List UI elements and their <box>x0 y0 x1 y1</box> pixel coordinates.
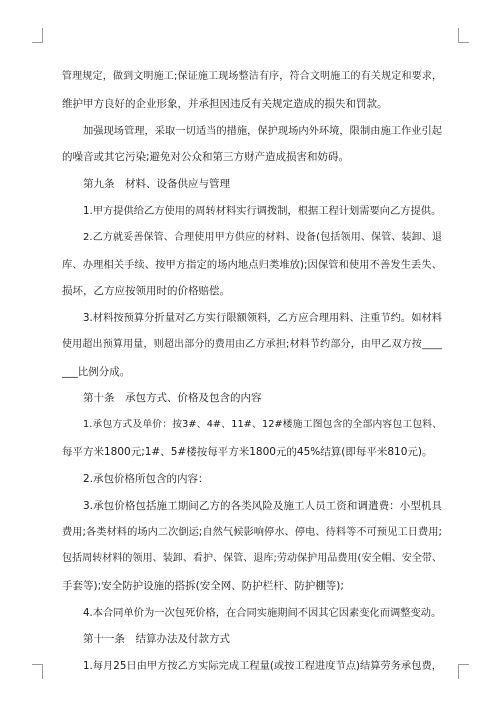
paragraph-line: 损坏，乙方应按领用时的价格赔偿。 <box>62 285 230 297</box>
section-heading: 第十条 承包方式、价格及包含的内容 <box>83 392 262 404</box>
paragraph-line: 包括周转材料的领用、装卸、看护、保管、退库;劳动保护用品费用(安全帽、安全带、 <box>62 553 442 564</box>
crop-mark-bottom-right <box>458 664 469 679</box>
crop-mark-bottom-left <box>32 664 43 679</box>
paragraph-line: 使用超出预算用量，则超出部分的费用由乙方承担;材料节约部分，由甲乙双方按____ <box>62 339 442 350</box>
paragraph-line: 3.材料按预算分折量对乙方实行限额领料，乙方应合理用料、注重节约。如材料 <box>83 312 442 324</box>
paragraph-line: 的噪音或其它污染;避免对公众和第三方财产造成损害和妨碍。 <box>62 151 350 163</box>
section-heading: 第十一条 结算办法及付款方式 <box>83 633 230 645</box>
paragraph-line: ___比例分成。 <box>62 366 131 378</box>
paragraph-line: 2.承包价格所包含的内容： <box>83 473 209 485</box>
paragraph-line: 加强现场管理，采取一切适当的措施，保护现场内外环境，限制由施工作业引起 <box>83 125 442 137</box>
paragraph-line: 手套等);安全防护设施的搭拆(安全网、防护栏杆、防护棚等); <box>62 580 344 592</box>
paragraph-line: 2.乙方就妥善保管、合理使用甲方供应的材料、设备(包括领用、保管、装卸、退 <box>83 232 442 243</box>
crop-mark-top-right <box>458 28 469 43</box>
paragraph-line: 库、办理相关手续、按甲方指定的场内地点归类堆放);因保管和使用不善发生丢失、 <box>62 259 442 271</box>
paragraph-line: 1.承包方式及单价：按3#、4#、11#、12#楼施工图包含的全部内容包工包料、 <box>83 419 442 430</box>
paragraph-line: 4.本合同单价为一次包死价格，在合同实施期间不因其它因素变化而调整变动。 <box>83 607 442 619</box>
paragraph-line: 1.甲方提供给乙方使用的周转材料实行调拨制，根据工程计划需要向乙方提供。 <box>83 205 442 217</box>
paragraph-line: 管理规定，做到文明施工;保证施工现场整洁有序，符合文明施工的有关规定和要求， <box>62 71 442 82</box>
paragraph-line: 3.承包价格包括施工期间乙方的各类风险及施工人员工资和调遣费：小型机具 <box>83 500 442 512</box>
crop-mark-top-left <box>32 28 43 43</box>
paragraph-line: 1.每月25日由甲方按乙方实际完成工程量(或按工程进度节点)结算劳务承包费， <box>83 660 442 672</box>
paragraph-line: 费用;各类材料的场内二次倒运;自然气候影响停水、停电、待料等不可预见工日费用; <box>62 526 442 538</box>
paragraph-line: 维护甲方良好的企业形象，并承担因违反有关规定造成的损失和罚款。 <box>62 98 388 110</box>
section-heading: 第九条 材料、设备供应与管理 <box>83 178 230 190</box>
paragraph-line: 每平方米1800元;1#、5#楼按每平方米1800元的45%结算(即每平米810元)。 <box>62 446 433 458</box>
